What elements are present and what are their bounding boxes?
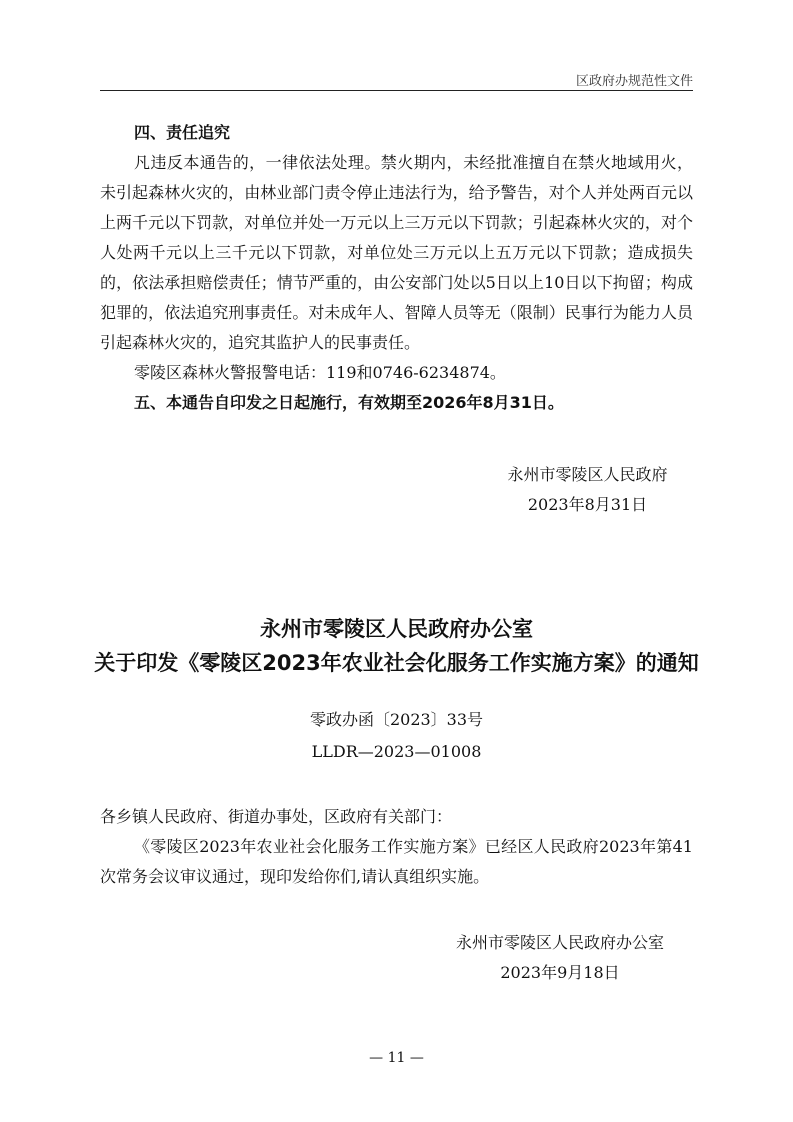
header-label: 区政府办规范性文件: [575, 74, 693, 89]
signature-2-date: 2023年9月18日: [500, 963, 620, 982]
notice-title-line-1: 永州市零陵区人民政府办公室: [260, 617, 533, 641]
notice-title-line-2: 关于印发《零陵区2023年农业社会化服务工作实施方案》的通知: [94, 651, 699, 675]
signature-1-org: 永州市零陵区人民政府: [507, 465, 668, 484]
page-number: — 11 —: [369, 1050, 424, 1066]
section-4-heading: 四、责任追究: [134, 123, 231, 142]
notice-body: [100, 802, 693, 892]
header-divider: [100, 90, 693, 91]
section-5-heading: 五、本通告自印发之日起施行，有效期至2026年8月31日。: [134, 393, 564, 412]
notice-addressee: 各乡镇人民政府、街道办事处，区政府有关部门：: [100, 807, 453, 826]
notice-paragraph: 《零陵区2023年农业社会化服务工作实施方案》已经区人民政府2023年第41次常务会议审议通过，现印发给你们,请认真组织实施。: [100, 837, 693, 886]
fire-hotline-text: 零陵区森林火警报警电话：119和0746-6234874。: [134, 363, 506, 382]
section-4: [100, 118, 693, 418]
signature-1-date: 2023年8月31日: [527, 495, 648, 514]
document-number: 零政办函〔2023〕33号: [309, 710, 484, 729]
section-4-paragraph: 凡违反本通告的，一律依法处理。禁火期内，未经批准擅自在禁火地域用火，未引起森林火灾的，由林业部门责令停止违法行为，给予警告，对个人并处两百元以上两千元以下罚款，对单位并处一万元以上三万元以下罚款；引起森林火灾的，对个人处两千元以上三千元以下罚款，对单位处三万元以上五万元以下罚款；造成损失的，依法承担赔偿责任；情节严重的，由公安部门处以5日以上10日以下拘留；构成犯罪的，依法追究刑事责任。对未成年人、智障人员等无（限制）民事行为能力人员引起森林火灾的，追究其监护人的民事责任。: [100, 153, 693, 352]
signature-block-2: [440, 928, 680, 988]
signature-2-org: 永州市零陵区人民政府办公室: [455, 933, 664, 952]
signature-block-1: [480, 460, 695, 520]
registration-number: LLDR—2023—01008: [311, 742, 482, 761]
